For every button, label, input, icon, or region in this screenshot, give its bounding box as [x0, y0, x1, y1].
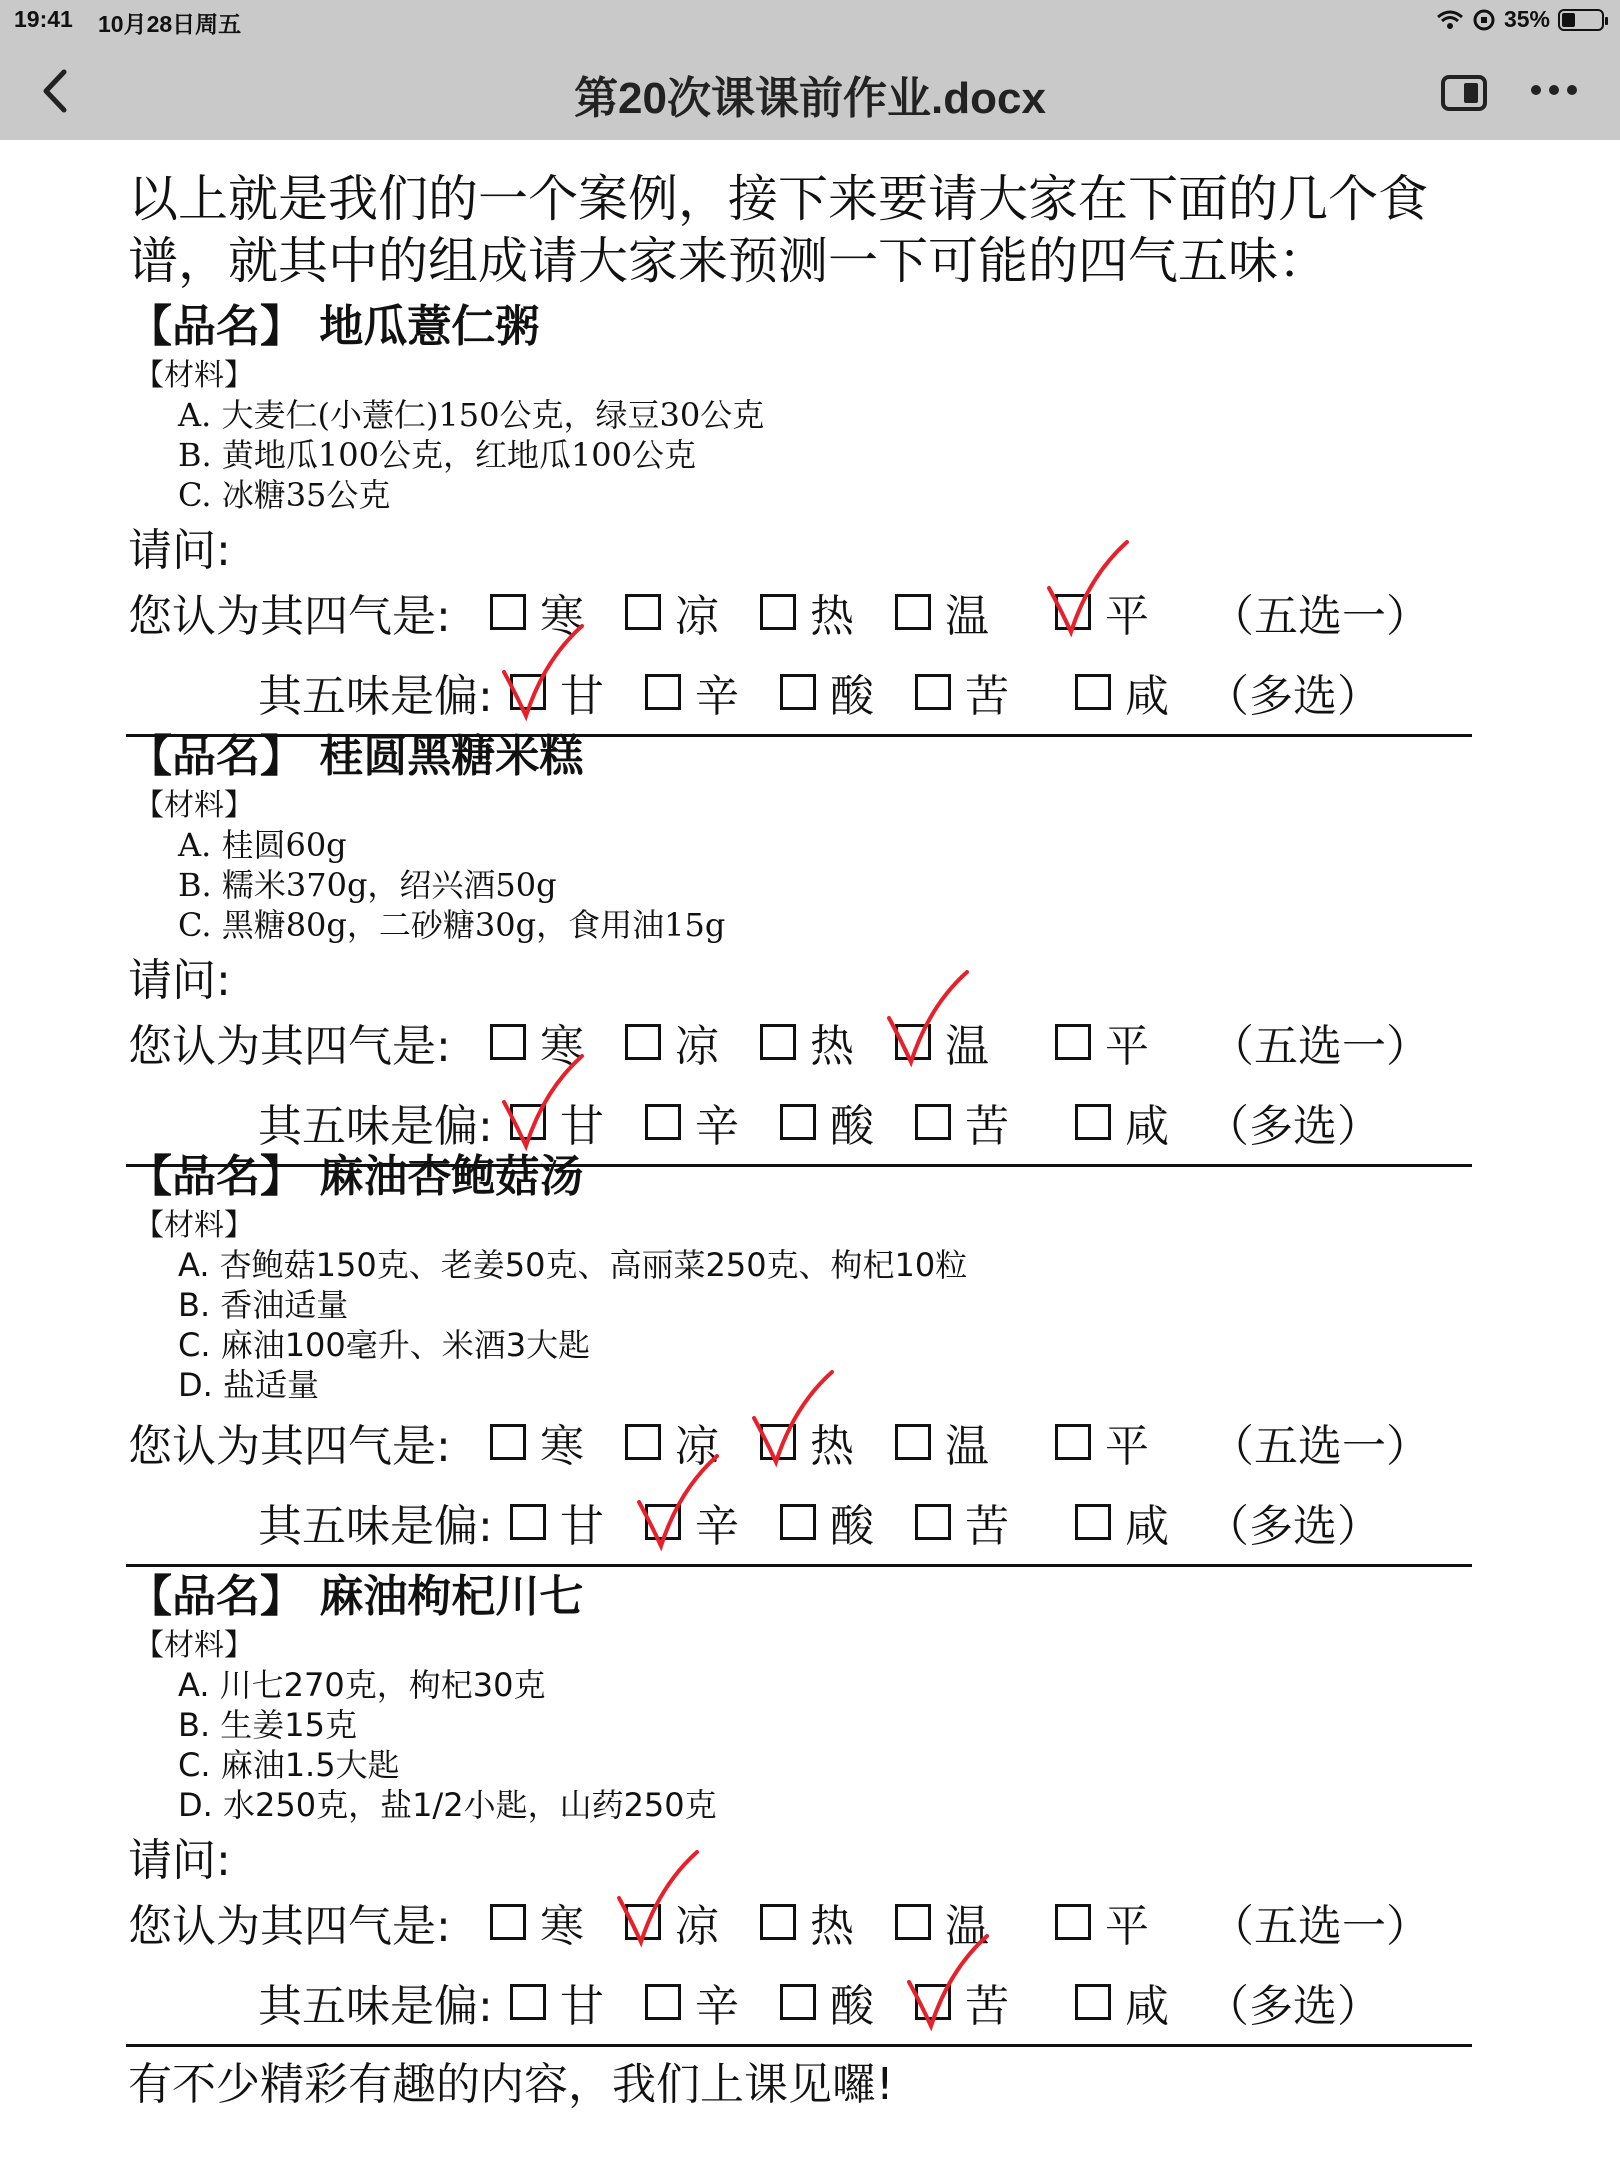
- wei-checkmark: [635, 1450, 725, 1560]
- wei-checkbox-4[interactable]: [1075, 674, 1111, 710]
- ingredient-line: D. 水250克，盐1/2小匙，山药250克: [178, 1786, 717, 1824]
- qi-option-label: 热: [810, 591, 854, 642]
- ingredient-line: B. 香油适量: [178, 1286, 349, 1324]
- wei-note: （多选）: [1205, 1501, 1381, 1552]
- wei-option-label: 辛: [695, 671, 739, 722]
- more-options-button[interactable]: [1528, 78, 1580, 102]
- qi-question: 您认为其四气是:: [128, 1901, 451, 1952]
- ingredient-line: A. 川七270克，枸杞30克: [178, 1666, 546, 1704]
- wei-note: （多选）: [1205, 671, 1381, 722]
- ingredient-line: D. 盐适量: [178, 1366, 319, 1404]
- status-bar: [0, 6, 1620, 36]
- ingredient-line: C. 麻油100毫升、米酒3大匙: [178, 1326, 591, 1364]
- wei-option-label: 苦: [965, 671, 1009, 722]
- ingredient-line: C. 黑糖80g，二砂糖30g，食用油15g: [178, 906, 726, 944]
- recipe-title: 【品名】 桂圆黑糖米糕: [128, 731, 584, 782]
- wei-checkbox-3[interactable]: [915, 674, 951, 710]
- ingredient-line: A. 桂圆60g: [178, 826, 347, 864]
- qi-checkbox-2[interactable]: [760, 1024, 796, 1060]
- qi-checkbox-3[interactable]: [895, 594, 931, 630]
- materials-label: 【材料】: [134, 1628, 254, 1663]
- wei-checkbox-0[interactable]: [510, 1504, 546, 1540]
- wei-checkbox-0[interactable]: [510, 1984, 546, 2020]
- qi-question: 您认为其四气是:: [128, 1421, 451, 1472]
- wei-checkbox-2[interactable]: [780, 1504, 816, 1540]
- wei-question: 其五味是偏:: [258, 671, 493, 722]
- qi-option-label: 温: [945, 591, 989, 642]
- wei-question: 其五味是偏:: [258, 1981, 493, 2032]
- wei-checkbox-4[interactable]: [1075, 1984, 1111, 2020]
- wei-option-label: 甘: [560, 1101, 604, 1152]
- orientation-lock-icon: [1472, 8, 1496, 32]
- qi-checkbox-3[interactable]: [895, 1424, 931, 1460]
- reader-mode-button[interactable]: [1440, 74, 1488, 112]
- qi-checkbox-0[interactable]: [490, 1424, 526, 1460]
- qi-note: （五选一）: [1210, 1901, 1430, 1952]
- ingredient-line: A. 大麦仁(小薏仁)150公克，绿豆30公克: [178, 396, 765, 434]
- recipe-title: 【品名】 地瓜薏仁粥: [128, 301, 540, 352]
- qi-checkmark: [1045, 536, 1135, 646]
- qi-option-label: 凉: [675, 1901, 719, 1952]
- wei-option-label: 苦: [965, 1101, 1009, 1152]
- wei-option-label: 辛: [695, 1501, 739, 1552]
- battery-icon: [1558, 9, 1604, 31]
- recipe-title: 【品名】 麻油杏鲍菇汤: [128, 1151, 584, 1202]
- battery-percent: 35%: [1503, 6, 1550, 32]
- qi-checkbox-4[interactable]: [1055, 1904, 1091, 1940]
- qi-option-label: 平: [1105, 591, 1149, 642]
- document-page: [0, 140, 1620, 2160]
- wei-note: （多选）: [1205, 1981, 1381, 2032]
- wei-option-label: 咸: [1125, 671, 1169, 722]
- qi-note: （五选一）: [1210, 1021, 1430, 1072]
- intro-line-2: 谱，就其中的组成请大家来预测一下可能的四气五味：: [128, 232, 1328, 290]
- qi-checkbox-1[interactable]: [625, 1024, 661, 1060]
- wei-checkbox-4[interactable]: [1075, 1104, 1111, 1140]
- ingredient-line: B. 黄地瓜100公克，红地瓜100公克: [178, 436, 697, 474]
- qi-option-label: 寒: [540, 1021, 584, 1072]
- wei-checkbox-2[interactable]: [780, 674, 816, 710]
- wei-option-label: 酸: [830, 671, 874, 722]
- materials-label: 【材料】: [134, 358, 254, 393]
- wei-checkbox-2[interactable]: [780, 1104, 816, 1140]
- wei-checkbox-1[interactable]: [645, 1984, 681, 2020]
- wei-option-label: 酸: [830, 1981, 874, 2032]
- closing-text: 有不少精彩有趣的内容，我们上课见囉!: [128, 2059, 894, 2110]
- qi-option-label: 温: [945, 1021, 989, 1072]
- qi-option-label: 寒: [540, 1421, 584, 1472]
- qi-option-label: 温: [945, 1901, 989, 1952]
- qi-option-label: 凉: [675, 591, 719, 642]
- materials-label: 【材料】: [134, 788, 254, 823]
- wei-checkbox-1[interactable]: [645, 1104, 681, 1140]
- wei-option-label: 咸: [1125, 1101, 1169, 1152]
- wei-option-label: 酸: [830, 1101, 874, 1152]
- ingredient-line: B. 糯米370g，绍兴酒50g: [178, 866, 557, 904]
- qi-checkbox-0[interactable]: [490, 1904, 526, 1940]
- status-time: 19:41: [14, 6, 73, 32]
- ask-label: 请问:: [128, 1835, 231, 1886]
- qi-option-label: 平: [1105, 1421, 1149, 1472]
- wei-checkmark: [905, 1930, 995, 2040]
- qi-checkbox-4[interactable]: [1055, 1424, 1091, 1460]
- wei-checkbox-1[interactable]: [645, 674, 681, 710]
- wei-question: 其五味是偏:: [258, 1501, 493, 1552]
- status-right: [1436, 6, 1604, 33]
- ingredient-line: C. 冰糖35公克: [178, 476, 391, 514]
- recipe-title: 【品名】 麻油枸杞川七: [128, 1571, 584, 1622]
- qi-note: （五选一）: [1210, 591, 1430, 642]
- ingredient-line: B. 生姜15克: [178, 1706, 358, 1744]
- qi-option-label: 热: [810, 1901, 854, 1952]
- qi-checkmark: [615, 1846, 705, 1956]
- wei-checkbox-2[interactable]: [780, 1984, 816, 2020]
- qi-option-label: 凉: [675, 1021, 719, 1072]
- qi-checkbox-4[interactable]: [1055, 1024, 1091, 1060]
- wei-option-label: 甘: [560, 1501, 604, 1552]
- qi-checkbox-1[interactable]: [625, 594, 661, 630]
- qi-question: 您认为其四气是:: [128, 1021, 451, 1072]
- wei-option-label: 咸: [1125, 1501, 1169, 1552]
- qi-option-label: 热: [810, 1421, 854, 1472]
- qi-option-label: 寒: [540, 591, 584, 642]
- ask-label: 请问:: [128, 525, 231, 576]
- qi-checkbox-2[interactable]: [760, 594, 796, 630]
- ask-label: 请问:: [128, 955, 231, 1006]
- qi-option-label: 平: [1105, 1901, 1149, 1952]
- intro-line-1: 以上就是我们的一个案例，接下来要请大家在下面的几个食: [128, 170, 1428, 228]
- qi-option-label: 温: [945, 1421, 989, 1472]
- qi-note: （五选一）: [1210, 1421, 1430, 1472]
- wifi-icon: [1436, 9, 1464, 31]
- qi-checkmark: [750, 1366, 840, 1476]
- wei-option-label: 辛: [695, 1981, 739, 2032]
- top-bar: [0, 0, 1620, 140]
- wei-checkbox-3[interactable]: [915, 1104, 951, 1140]
- ingredient-line: C. 麻油1.5大匙: [178, 1746, 400, 1784]
- wei-option-label: 苦: [965, 1981, 1009, 2032]
- qi-checkmark: [885, 966, 975, 1076]
- qi-option-label: 寒: [540, 1901, 584, 1952]
- status-date: 10月28日周五: [98, 11, 242, 37]
- qi-question: 您认为其四气是:: [128, 591, 451, 642]
- wei-checkbox-3[interactable]: [915, 1504, 951, 1540]
- qi-option-label: 凉: [675, 1421, 719, 1472]
- wei-option-label: 辛: [695, 1101, 739, 1152]
- materials-label: 【材料】: [134, 1208, 254, 1243]
- wei-note: （多选）: [1205, 1101, 1381, 1152]
- wei-checkbox-4[interactable]: [1075, 1504, 1111, 1540]
- qi-option-label: 平: [1105, 1021, 1149, 1072]
- document-title: 第20次课课前作业.docx: [574, 74, 1046, 123]
- wei-option-label: 苦: [965, 1501, 1009, 1552]
- wei-checkmark: [500, 620, 590, 730]
- wei-option-label: 甘: [560, 671, 604, 722]
- wei-question: 其五味是偏:: [258, 1101, 493, 1152]
- ingredient-line: A. 杏鲍菇150克、老姜50克、高丽菜250克、枸杞10粒: [178, 1246, 968, 1284]
- qi-checkbox-2[interactable]: [760, 1904, 796, 1940]
- qi-option-label: 热: [810, 1021, 854, 1072]
- wei-option-label: 咸: [1125, 1981, 1169, 2032]
- wei-option-label: 甘: [560, 1981, 604, 2032]
- wei-option-label: 酸: [830, 1501, 874, 1552]
- section-divider: [126, 2044, 1472, 2047]
